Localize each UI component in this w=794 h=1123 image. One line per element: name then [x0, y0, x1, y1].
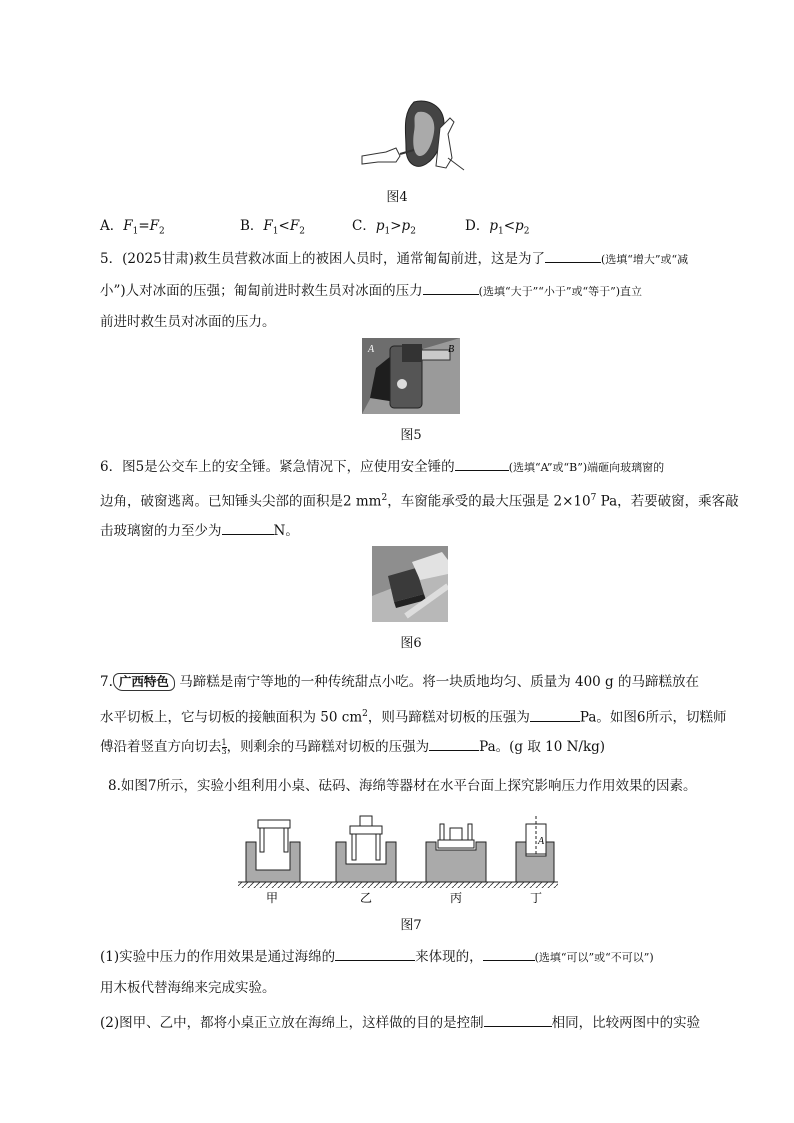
- q8-intro: 8.如图7所示，实验小组利用小桌、砝码、海绵等器材在水平台面上探究影响压力作用效果的因素。: [108, 778, 697, 794]
- q4-option-a: A．$F_1=F_2$: [100, 218, 165, 237]
- figure-5-label-a: A: [368, 344, 375, 355]
- q5-blank-1[interactable]: [545, 248, 601, 263]
- setup-yi: [336, 816, 396, 882]
- q4-option-b: B．$F_1<F_2$: [240, 218, 305, 237]
- q7-line-2: 水平切板上，它与切板的接触面积为 50 $cm^2$，则马蹄糕对切板的压强为 Pa。如图6所示，切糕师: [100, 704, 722, 728]
- q7-blank-2[interactable]: [429, 736, 479, 751]
- label-jia: 甲: [265, 891, 279, 905]
- figure-6-image: [372, 546, 448, 622]
- q6-blank-2[interactable]: [222, 520, 274, 535]
- q6-line-1: 6．图5是公交车上的安全锤。紧急情况下，应使用安全锤的 (选填“A”或“B”)端砸向玻璃窗的: [100, 456, 722, 478]
- q7-line-3: 傅沿着竖直方向切去 $\frac{1}{3}$ ，则剩余的马蹄糕对切板的压强为 Pa。(g 取 10 N/kg): [100, 738, 606, 756]
- figure-5-caption: 图5: [400, 428, 422, 443]
- q5-line-3: 前进时救生员对冰面的压力。: [100, 314, 276, 330]
- q8-1-line-1: (1)实验中压力的作用效果是通过海绵的 来体现的， (选填“可以”或“不可以”): [100, 946, 722, 968]
- q8-1-blank-1[interactable]: [335, 946, 415, 961]
- q6-blank-1[interactable]: [455, 456, 509, 471]
- q7-blank-1[interactable]: [530, 707, 580, 722]
- q5-line-1: 5．(2025甘肃)救生员营救冰面上的被困人员时，通常匍匐前进，这是为了 (选填“增大”或“减: [100, 248, 722, 270]
- q5-line-2: 小”)人对冰面的压强；匍匐前进时救生员对冰面的压力 (选填“大于”“小于”或“等于”)直立: [100, 280, 722, 302]
- block-a-label: A: [538, 836, 545, 847]
- guangxi-feature-tag: 广西特色: [113, 673, 175, 691]
- q7-line-1: 7. 广西特色 马蹄糕是南宁等地的一种传统甜点小吃。将一块质地均匀、质量为 400 g 的马蹄糕放在: [100, 674, 699, 690]
- q6-line-3: 击玻璃窗的力至少为 N。: [100, 520, 722, 541]
- figure-5-label-b: B: [448, 344, 455, 355]
- figure-5-image: [362, 338, 460, 414]
- q4-option-c: C．$p_1>p_2$: [352, 218, 416, 237]
- q5-blank-2[interactable]: [423, 280, 479, 295]
- q8-2-blank-1[interactable]: [484, 1012, 552, 1027]
- fraction-one-third: $\frac{1}{3}$: [221, 738, 227, 756]
- q4-option-d: D．$p_1<p_2$: [465, 218, 530, 237]
- figure-7-image: [238, 814, 558, 906]
- q8-2-line-1: (2)图甲、乙中，都将小桌正立放在海绵上，这样做的目的是控制 相同，比较两图中的实验: [100, 1012, 722, 1033]
- figure-4-caption: 图4: [386, 190, 408, 205]
- figure-6-caption: 图6: [400, 636, 422, 651]
- figure-4-image: [356, 98, 466, 174]
- label-yi: 乙: [359, 891, 373, 905]
- q8-1-blank-2[interactable]: [483, 946, 535, 961]
- label-ding: 丁: [529, 891, 543, 905]
- q6-line-2: 边角，破窗逃离。已知锤头尖部的面积是2 $mm^2$，车窗能承受的最大压强是 $2\times 10^7$ Pa，若要破窗，乘客敲: [100, 493, 739, 510]
- setup-jia: [246, 820, 300, 882]
- setup-ding: [516, 816, 554, 882]
- label-bing: 丙: [449, 891, 463, 905]
- setup-bing: [426, 824, 486, 882]
- figure-7-caption: 图7: [400, 918, 422, 933]
- q8-1-line-2: 用木板代替海绵来完成实验。: [100, 980, 276, 996]
